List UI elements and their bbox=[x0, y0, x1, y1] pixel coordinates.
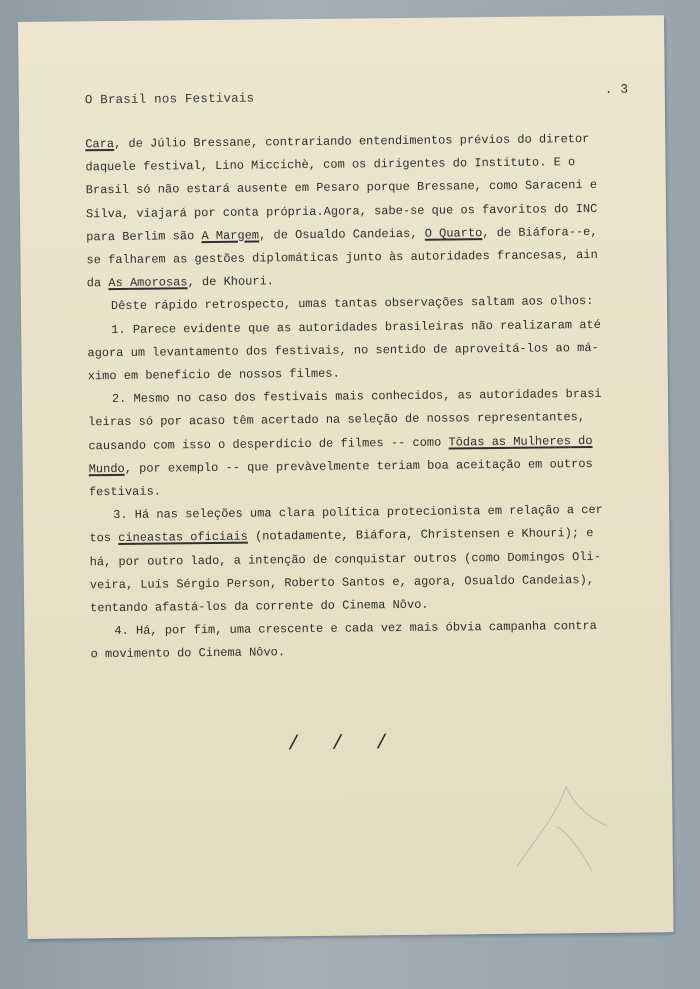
underlined-title: A Margem bbox=[201, 228, 260, 243]
text-run: veira, Luís Sérgio Person, Roberto Santos e, agora, Osualdo Candeias), bbox=[89, 572, 595, 593]
running-header-title: O Brasil nos Festivais bbox=[84, 91, 255, 108]
underlined-title: cineastas oficiais bbox=[118, 530, 248, 546]
text-run: Silva, viajará por conta própria.Agora, sabe-se que os favoritos do INC bbox=[85, 201, 598, 221]
underlined-title: O Quarto bbox=[424, 225, 483, 241]
underlined-title: Mundo bbox=[88, 461, 125, 477]
underlined-title: Tôdas as Mulheres do bbox=[448, 433, 593, 450]
text-run: ximo em benefício de nossos filmes. bbox=[87, 366, 340, 384]
text-run: daquele festival, Lino Miccichè, com os dirigentes do Instituto. E o bbox=[85, 155, 576, 175]
text-run: 2. Mesmo no caso dos festivais mais conhecidos, as autoridades brasi bbox=[111, 387, 602, 407]
text-run: tos bbox=[89, 531, 119, 546]
text-run: , de Biáfora--e, bbox=[482, 224, 598, 240]
text-run: 3. Há nas seleções uma clara política protecionista em relação a cer bbox=[113, 503, 603, 523]
text-run: Brasil só não estará ausente em Pesaro porque Bressane, como Saraceni e bbox=[85, 178, 598, 198]
text-run: há, por outro lado, a intenção de conquistar outros (como Domingos Oli- bbox=[89, 549, 602, 569]
underlined-title: Cara bbox=[85, 137, 115, 152]
pencil-scribble bbox=[496, 756, 627, 877]
text-run: se falharem as gestões diplomáticas junto às autoridades francesas, ain bbox=[86, 247, 598, 268]
text-run: (notadamente, Biáfora, Christensen e Khouri); e bbox=[247, 526, 594, 545]
text-run: , por exemplo -- que prevàvelmente teriam boa aceitação em outros bbox=[124, 456, 593, 476]
text-run: leiras só por acaso têm acertado na seleção de nossos representantes, bbox=[88, 410, 586, 430]
text-run: festivais. bbox=[88, 484, 162, 500]
text-run: , de Júlio Bressane, contrariando entendimentos prévios do diretor bbox=[114, 132, 590, 152]
text-run: o movimento do Cinema Nôvo. bbox=[90, 645, 286, 662]
text-run: para Berlim são bbox=[86, 228, 202, 245]
text-run: , de Osualdo Candeias, bbox=[259, 226, 425, 243]
closing-marks: / / / bbox=[287, 732, 398, 757]
text-run: 4. Há, por fim, uma crescente e cada vez mais óbvia campanha contra bbox=[114, 619, 597, 639]
text-run: da bbox=[86, 276, 109, 291]
body-text bbox=[85, 127, 651, 667]
text-run: Dêste rápido retrospecto, umas tantas observações saltam aos olhos: bbox=[110, 294, 594, 314]
text-run: causando com isso o desperdício de filmes -- como bbox=[88, 435, 449, 453]
text-run: agora um levantamento dos festivais, no sentido de aproveitá-los ao má- bbox=[87, 340, 599, 361]
text-run: , de Khouri. bbox=[187, 274, 275, 290]
text-run: tentando afastá-los da corrente do Cinema Nôvo. bbox=[90, 597, 429, 616]
document-page bbox=[18, 15, 674, 939]
page-number: . 3 bbox=[604, 81, 629, 97]
underlined-title: As Amorosas bbox=[108, 275, 188, 291]
text-run: 1. Parece evidente que as autoridades brasileiras não realizaram até bbox=[111, 317, 601, 337]
text-line bbox=[91, 638, 651, 667]
